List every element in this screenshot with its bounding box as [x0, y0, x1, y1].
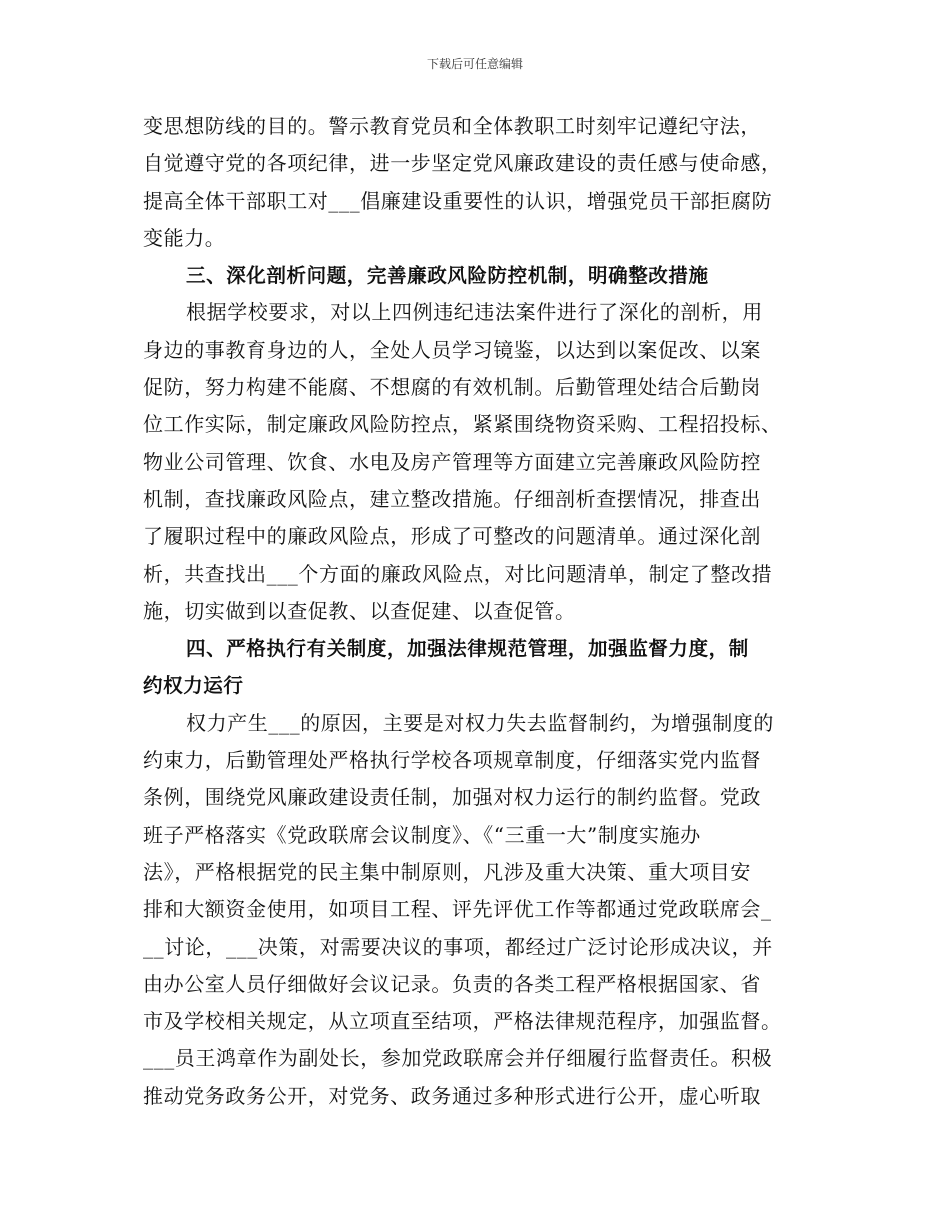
section-heading-4: 四、严格执行有关制度，加强法律规范管理，加强监督力度，制 [186, 637, 749, 661]
paragraph-line: 析，共查找出___个方面的廉政风险点，对比问题清单，制定了整改措 [143, 561, 773, 586]
section-heading-3: 三、深化剖析问题，完善廉政风险防控机制，明确整改措施 [186, 264, 709, 288]
paragraph-line: 推动党务政务公开，对党务、政务通过多种形式进行公开，虚心听取 [143, 1083, 761, 1108]
paragraph-line: 班子严格落实《党政联席会议制度》、《“三重一大”制度实施办 [143, 822, 701, 847]
paragraph-line: ___员王鸿章作为副处长，参加党政联席会并仔细履行监督责任。积极 [143, 1046, 773, 1071]
paragraph-line: 促防，努力构建不能腐、不想腐的有效机制。后勤管理处结合后勤岗 [143, 375, 761, 400]
paragraph-line: 物业公司管理、饮食、水电及房产管理等方面建立完善廉政风险防控 [143, 449, 761, 474]
paragraph-line: __讨论，___决策，对需要决议的事项，都经过广泛讨论形成决议，并 [143, 934, 773, 959]
paragraph-line: 变思想防线的目的。警示教育党员和全体教职工时刻牢记遵纪守法， [143, 114, 761, 138]
paragraph-line: 市及学校相关规定，从立项直至结项，严格法律规范程序，加强监督。 [143, 1009, 782, 1034]
paragraph-line: 根据学校要求，对以上四例违纪违法案件进行了深化的剖析，用 [186, 300, 763, 325]
paragraph-line: 了履职过程中的廉政风险点，形成了可整改的问题清单。通过深化剖 [143, 524, 761, 549]
section-heading-4-continued: 约权力运行 [143, 674, 244, 698]
paragraph-line: 机制，查找廉政风险点，建立整改措施。仔细剖析查摆情况，排查出 [143, 486, 761, 511]
paragraph-line: 自觉遵守党的各项纪律，进一步坚定党风廉政建设的责任感与使命感， [143, 151, 782, 176]
paragraph-line: 约束力，后勤管理处严格执行学校各项规章制度，仔细落实党内监督 [143, 748, 761, 773]
paragraph-line: 变能力。 [143, 225, 226, 250]
paragraph-line: 排和大额资金使用，如项目工程、评先评优工作等都通过党政联席会_ [143, 897, 772, 922]
paragraph-line: 位工作实际，制定廉政风险防控点，紧紧围绕物资采购、工程招投标、 [143, 412, 782, 437]
paragraph-line: 由办公室人员仔细做好会议记录。负责的各类工程严格根据国家、省 [143, 971, 761, 996]
document-body [143, 108, 823, 1115]
paragraph-line: 提高全体干部职工对___倡廉建设重要性的认识，增强党员干部拒腐防 [143, 188, 773, 213]
paragraph-line: 条例，围绕党风廉政建设责任制，加强对权力运行的制约监督。党政 [143, 785, 761, 810]
paragraph-line: 身边的事教育身边的人，全处人员学习镜鉴，以达到以案促改、以案 [143, 337, 761, 362]
page-header: 下载后可任意编辑 [426, 57, 523, 71]
paragraph-line: 权力产生___的原因，主要是对权力失去监督制约，为增强制度的 [186, 710, 774, 735]
paragraph-line: 法》，严格根据党的民主集中制原则，凡涉及重大决策、重大项目安 [143, 859, 751, 884]
paragraph-line: 施，切实做到以查促教、以查促建、以查促管。 [143, 598, 576, 623]
